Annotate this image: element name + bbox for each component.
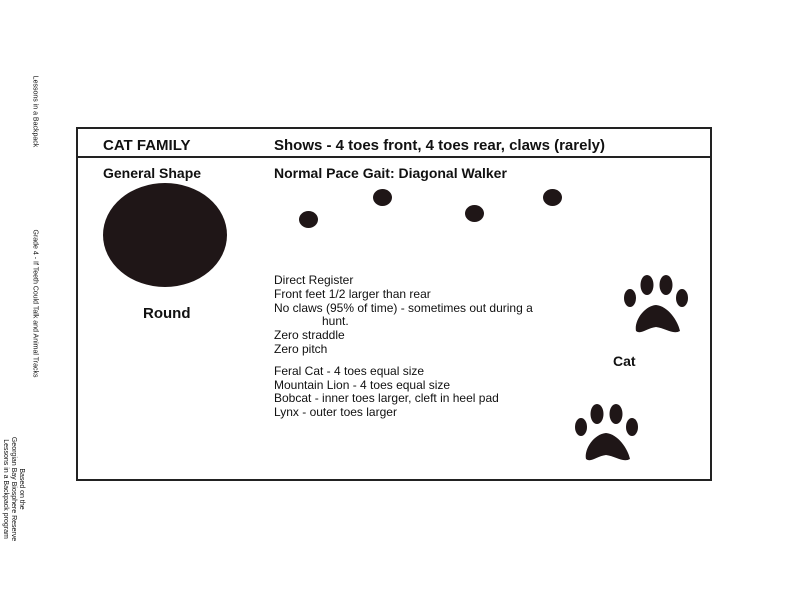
shows-summary: Shows - 4 toes front, 4 toes rear, claws (rarely) — [274, 137, 605, 154]
species-line: Mountain Lion - 4 toes equal size — [274, 377, 451, 392]
note-line: hunt. — [322, 314, 349, 329]
header-divider — [78, 156, 710, 158]
gait-track-dot — [543, 189, 562, 206]
track-notes — [274, 274, 533, 420]
margin-note-top: Lessons in a Backpack — [31, 75, 39, 148]
margin-note-bottom-line3: Lessons in a Backpack program — [2, 439, 9, 539]
gait-track-dot — [465, 205, 484, 222]
species-line: Bobcat - inner toes larger, cleft in heel pad — [274, 391, 499, 406]
cat-paw-print-icon — [572, 403, 642, 465]
note-line: Front feet 1/2 larger than rear — [274, 286, 431, 301]
general-shape-heading: General Shape — [103, 165, 202, 181]
family-title: CAT FAMILY — [103, 137, 191, 154]
note-line: Direct Register — [274, 273, 354, 287]
margin-note-bottom-line2: Georgian Bay Biosphere Reserve — [10, 436, 17, 542]
track-label: Cat — [613, 353, 636, 369]
cat-paw-print-icon — [620, 273, 692, 337]
margin-note-bottom-line1: Based on the — [18, 468, 25, 510]
gait-heading: Normal Pace Gait: Diagonal Walker — [274, 165, 507, 181]
shape-label: Round — [143, 305, 191, 322]
species-line: Feral Cat - 4 toes equal size — [274, 363, 425, 378]
gait-track-dot — [299, 211, 318, 228]
note-line: Zero pitch — [274, 341, 328, 356]
note-line: No claws (95% of time) - sometimes out during a — [274, 300, 533, 315]
note-line: Zero straddle — [274, 328, 345, 343]
margin-note-middle: Grade 4 - If Teeth Could Talk and Animal Tracks — [31, 229, 39, 378]
round-shape-oval — [103, 183, 227, 287]
margin-note-bottom — [1, 429, 25, 549]
species-line: Lynx - outer toes larger — [274, 405, 397, 420]
cat-family-card — [76, 127, 712, 481]
gait-track-dot — [373, 189, 392, 206]
